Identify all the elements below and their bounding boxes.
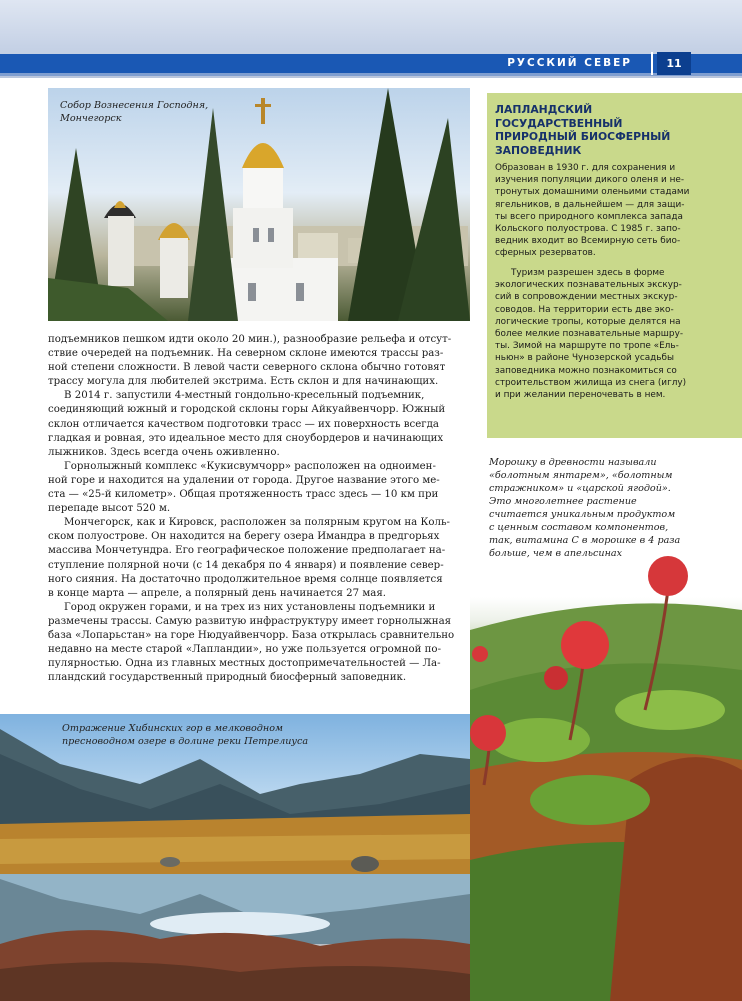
- sidebar-line: Кольского полуострова. С 1985 г. запо-: [495, 224, 681, 235]
- section-title: РУССКИЙ СЕВЕР: [507, 57, 632, 69]
- body-line: лыжников. Здесь всегда очень оживленно.: [48, 446, 280, 458]
- caption-line: Отражение Хибинских гор в мелководном: [62, 723, 283, 734]
- sidebar-line: более мелкие познавательные маршру-: [495, 329, 684, 340]
- body-text: [48, 333, 470, 685]
- body-line: ступление полярной ночи (с 14 декабря по 4 января) и появление север-: [48, 559, 444, 571]
- body-line: склон отличается качеством подготовки трасс — их поверхность всегда: [48, 418, 439, 430]
- sidebar-line: соводов. На территории есть две эко-: [495, 304, 674, 315]
- caption-line: Это многолетнее растение: [489, 496, 637, 507]
- sidebar-line: ты всего природного комплекса запада: [495, 211, 683, 222]
- body-line: размечены трассы. Самую развитую инфраструктуру имеет горнолыжная: [48, 615, 452, 627]
- body-line: недавно на месте старой «Лапландии», но уже пользуется огромной по-: [48, 644, 442, 656]
- body-line: ной степени сложности. В левой части северного склона обычно готовят: [48, 362, 446, 374]
- sidebar-line: изучения популяции дикого оленя и не-: [495, 175, 685, 186]
- sidebar-line: экологических познавательных экскур-: [495, 280, 682, 291]
- body-line: в конце марта — апреле, а полярный день начинается 27 мая.: [48, 587, 386, 599]
- body-line: Мончегорск, как и Кировск, расположен за полярным кругом на Коль-: [64, 517, 450, 529]
- body-line: ста — «25-й километр». Общая протяженность трасс здесь — 10 км при: [48, 489, 439, 501]
- body-line: Город окружен горами, и на трех из них установлены подъемники и: [64, 601, 436, 613]
- body-paragraph-1: [48, 333, 470, 389]
- caption-line: «болотным янтарем», «болотным: [489, 470, 673, 481]
- body-line: перепаде высот 520 м.: [48, 503, 171, 515]
- sidebar-line: тронутых домашними оленьими стадами: [495, 187, 690, 198]
- caption-line: больше, чем в апельсинах: [489, 548, 623, 559]
- sidebar-title-line: ГОСУДАРСТВЕННЫЙ: [495, 116, 623, 130]
- body-line: гладкая и ровная, это идеальное место для сноубордеров и начинающих: [48, 432, 444, 444]
- caption-line: стражником» и «царской ягодой».: [489, 483, 671, 494]
- sidebar-line: ягельников, в дальнейшем — для защи-: [495, 199, 685, 210]
- sidebar-line: логические тропы, которые делятся на: [495, 316, 681, 327]
- sidebar-line: ты. Зимой на маршруте по тропе «Ель-: [495, 341, 679, 352]
- sidebar-line: ньюн» в районе Чунозерской усадьбы: [495, 353, 675, 364]
- sidebar-line: ведник входит во Всемирную сеть био-: [495, 236, 681, 247]
- sidebar-line: и при желании переночевать в нем.: [495, 390, 666, 401]
- cloudberry-caption: [489, 456, 734, 560]
- body-line: база «Лопарьстан» на горе Нюдуайвенчорр. База открылась сравнительно: [48, 629, 455, 641]
- sidebar-title: [495, 103, 735, 157]
- body-line: ной горе и находится на удалении от города. Другое название этого ме-: [48, 474, 440, 486]
- caption-line: пресноводном озере в долине реки Петрелиуса: [62, 736, 309, 747]
- body-line: В 2014 г. запустили 4-местный гондольно-кресельный подъемник,: [64, 390, 425, 402]
- body-line: пулярностью. Одна из главных местных достопримечательностей — Ла-: [48, 658, 441, 670]
- body-line: массива Мончетундра. Его географическое положение предполагает на-: [48, 545, 446, 557]
- body-line: соединяющий южный и городской склоны горы Айкуайвенчорр. Южный: [48, 404, 446, 416]
- body-line: ском полуострове. Он находится на берегу озера Имандра в предгорьях: [48, 531, 440, 543]
- sidebar-line: Образован в 1930 г. для сохранения и: [495, 163, 676, 173]
- header-divider: [651, 52, 653, 75]
- page-number: 11: [657, 52, 691, 75]
- cathedral-caption: Собор Вознесения Господня, Мончегорск: [60, 100, 209, 124]
- caption-line: считается уникальным продуктом: [489, 509, 676, 520]
- body-line: Горнолыжный комплекс «Кукисвумчорр» расположен на одноимен-: [64, 460, 436, 472]
- header-rule: [0, 73, 742, 76]
- body-paragraph-3: [48, 460, 470, 516]
- lake-illustration: [0, 714, 470, 1001]
- body-paragraph-2: [48, 389, 470, 459]
- sidebar-title-line: ЗАПОВЕДНИК: [495, 143, 582, 157]
- lake-photo: [0, 714, 470, 1001]
- lake-caption: [62, 722, 392, 748]
- sidebar-line: строительством жилища из снега (иглу): [495, 377, 687, 388]
- caption-line: с ценным составом компонентов,: [489, 522, 669, 533]
- sidebar-paragraph-1: [495, 162, 735, 260]
- body-line: подъемников пешком идти около 20 мин.), разнообразие рельефа и отсут-: [48, 334, 452, 345]
- caption-line: так, витамина С в морошке в 4 раза: [489, 535, 681, 546]
- body-line: трассу могула для любителей экстрима. Есть склон и для начинающих.: [48, 376, 439, 388]
- reserve-sidebar: [487, 93, 742, 438]
- sidebar-line: сферных резерватов.: [495, 248, 596, 259]
- body-line: ствие очередей на подъемник. На северном склоне имеются трассы раз-: [48, 348, 444, 360]
- body-line: пландский государственный природный биосферный заповедник.: [48, 672, 407, 684]
- body-line: ного сияния. На достаточно продолжительное время солнце появляется: [48, 573, 443, 585]
- sidebar-line: заповедника можно познакомиться со: [495, 365, 677, 376]
- body-paragraph-4: [48, 516, 470, 601]
- sidebar-paragraph-2: [495, 267, 735, 401]
- sidebar-title-line: ПРИРОДНЫЙ БИОСФЕРНЫЙ: [495, 130, 671, 143]
- body-paragraph-5: [48, 601, 470, 686]
- sidebar-line: сий в сопровождении местных экскур-: [495, 292, 678, 303]
- caption-line: Морошку в древности называли: [489, 457, 657, 468]
- sidebar-title-line: ЛАПЛАНДСКИЙ: [495, 103, 593, 116]
- sidebar-line: Туризм разрешен здесь в форме: [511, 268, 665, 278]
